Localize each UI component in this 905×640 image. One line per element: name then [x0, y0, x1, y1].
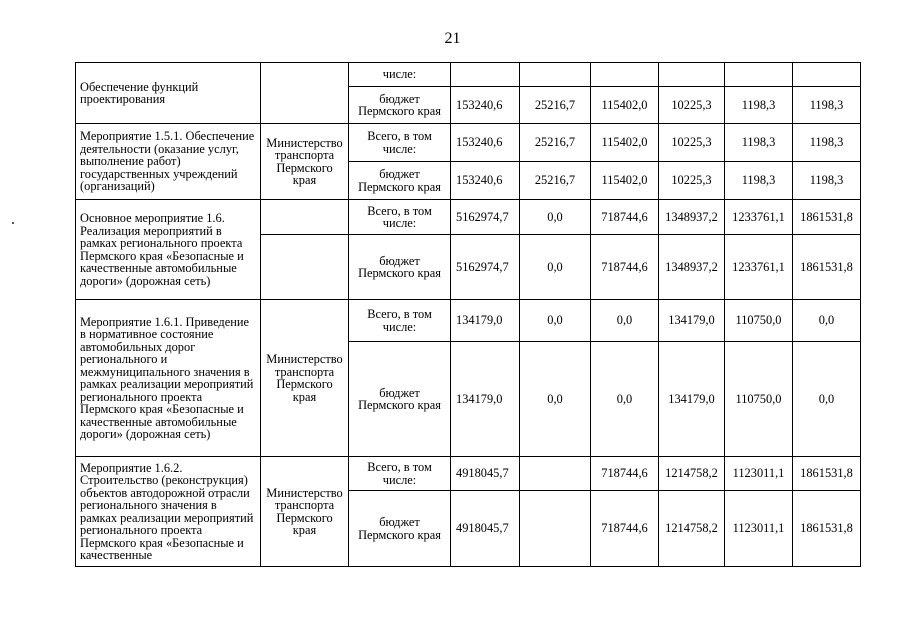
value-cell: 1198,3: [793, 87, 861, 124]
value-cell: 1861531,8: [793, 491, 861, 567]
value-cell: 1214758,2: [659, 491, 725, 567]
value-cell: 115402,0: [591, 162, 659, 200]
responsible-cell: [261, 200, 349, 235]
table-row: [76, 200, 861, 235]
event-name-cell: Мероприятие 1.6.1. Приведение в нормативное состояние автомобильных дорог регионального и межмуниципального значения в рамках реализации мероприятий регионального проекта Пермского края «Безопасные и качественные автомобильные дороги» (дорожная сеть): [76, 300, 261, 457]
value-cell: 1233761,1: [725, 200, 793, 235]
funding-source-cell: Всего, в том числе:: [349, 200, 451, 235]
event-name-cell: Мероприятие 1.5.1. Обеспечение деятельности (оказание услуг, выполнение работ) государственных учреждений (организаций): [76, 124, 261, 200]
value-cell: 1198,3: [725, 162, 793, 200]
event-name-cell: Мероприятие 1.6.2. Строительство (реконструкция) объектов автодорожной отрасли регионального значения в рамках реализации мероприятий регионального проекта Пермского края «Безопасные и качественные: [76, 457, 261, 567]
value-cell: 1861531,8: [793, 235, 861, 300]
margin-mark: [12, 222, 14, 224]
value-cell: 0,0: [520, 200, 591, 235]
funding-source-cell: Всего, в том числе:: [349, 124, 451, 162]
event-name-cell: Основное мероприятие 1.6. Реализация мероприятий в рамках регионального проекта Пермского края «Безопасные и качественные автомобильные дороги» (дорожная сеть): [76, 200, 261, 300]
value-cell: [520, 457, 591, 491]
value-cell: 10225,3: [659, 124, 725, 162]
value-cell: 153240,6: [451, 162, 520, 200]
value-cell: 134179,0: [659, 300, 725, 342]
value-cell: 10225,3: [659, 162, 725, 200]
funding-source-cell: числе:: [349, 63, 451, 87]
value-cell: 134179,0: [451, 342, 520, 457]
value-cell: 110750,0: [725, 300, 793, 342]
value-cell: 25216,7: [520, 124, 591, 162]
value-cell: 153240,6: [451, 124, 520, 162]
value-cell: 5162974,7: [451, 200, 520, 235]
value-cell: 5162974,7: [451, 235, 520, 300]
funding-source-cell: бюджет Пермского края: [349, 491, 451, 567]
value-cell: 1214758,2: [659, 457, 725, 491]
value-cell: 1198,3: [725, 124, 793, 162]
table-row: [76, 124, 861, 162]
value-cell: 0,0: [591, 300, 659, 342]
funding-source-cell: бюджет Пермского края: [349, 87, 451, 124]
value-cell: 718744,6: [591, 200, 659, 235]
value-cell: 0,0: [793, 300, 861, 342]
value-cell: 4918045,7: [451, 491, 520, 567]
value-cell: 718744,6: [591, 491, 659, 567]
value-cell: 1861531,8: [793, 457, 861, 491]
value-cell: 110750,0: [725, 342, 793, 457]
page-number: 21: [444, 30, 461, 47]
value-cell: 0,0: [520, 342, 591, 457]
value-cell: 134179,0: [451, 300, 520, 342]
table-row: [76, 457, 861, 491]
value-cell: 0,0: [793, 342, 861, 457]
value-cell: 25216,7: [520, 87, 591, 124]
value-cell: 1198,3: [793, 162, 861, 200]
responsible-cell: Министерство транспорта Пермского края: [261, 124, 349, 200]
value-cell: 4918045,7: [451, 457, 520, 491]
funding-source-cell: бюджет Пермского края: [349, 342, 451, 457]
funding-source-cell: Всего, в том числе:: [349, 457, 451, 491]
value-cell: 0,0: [520, 235, 591, 300]
value-cell: 153240,6: [451, 87, 520, 124]
value-cell: 718744,6: [591, 235, 659, 300]
event-name-cell: Обеспечение функций проектирования: [76, 63, 261, 124]
value-cell: 25216,7: [520, 162, 591, 200]
funding-source-cell: бюджет Пермского края: [349, 162, 451, 200]
value-cell: [451, 63, 520, 87]
funding-source-cell: бюджет Пермского края: [349, 235, 451, 300]
value-cell: 1348937,2: [659, 235, 725, 300]
budget-table: [75, 62, 861, 567]
value-cell: [793, 63, 861, 87]
value-cell: 115402,0: [591, 124, 659, 162]
value-cell: 1198,3: [793, 124, 861, 162]
value-cell: [659, 63, 725, 87]
table-row: [76, 300, 861, 342]
value-cell: [520, 63, 591, 87]
value-cell: [591, 63, 659, 87]
value-cell: 0,0: [520, 300, 591, 342]
value-cell: 1123011,1: [725, 457, 793, 491]
value-cell: [725, 63, 793, 87]
table-row: [76, 63, 861, 87]
value-cell: 10225,3: [659, 87, 725, 124]
value-cell: 134179,0: [659, 342, 725, 457]
value-cell: 1198,3: [725, 87, 793, 124]
value-cell: 1348937,2: [659, 200, 725, 235]
responsible-cell: Министерство транспорта Пермского края: [261, 300, 349, 457]
funding-source-cell: Всего, в том числе:: [349, 300, 451, 342]
responsible-cell: Министерство транспорта Пермского края: [261, 457, 349, 567]
value-cell: 718744,6: [591, 457, 659, 491]
value-cell: 1233761,1: [725, 235, 793, 300]
value-cell: 1861531,8: [793, 200, 861, 235]
value-cell: [520, 491, 591, 567]
responsible-cell: [261, 235, 349, 300]
value-cell: 115402,0: [591, 87, 659, 124]
responsible-cell: [261, 63, 349, 124]
value-cell: 1123011,1: [725, 491, 793, 567]
value-cell: 0,0: [591, 342, 659, 457]
